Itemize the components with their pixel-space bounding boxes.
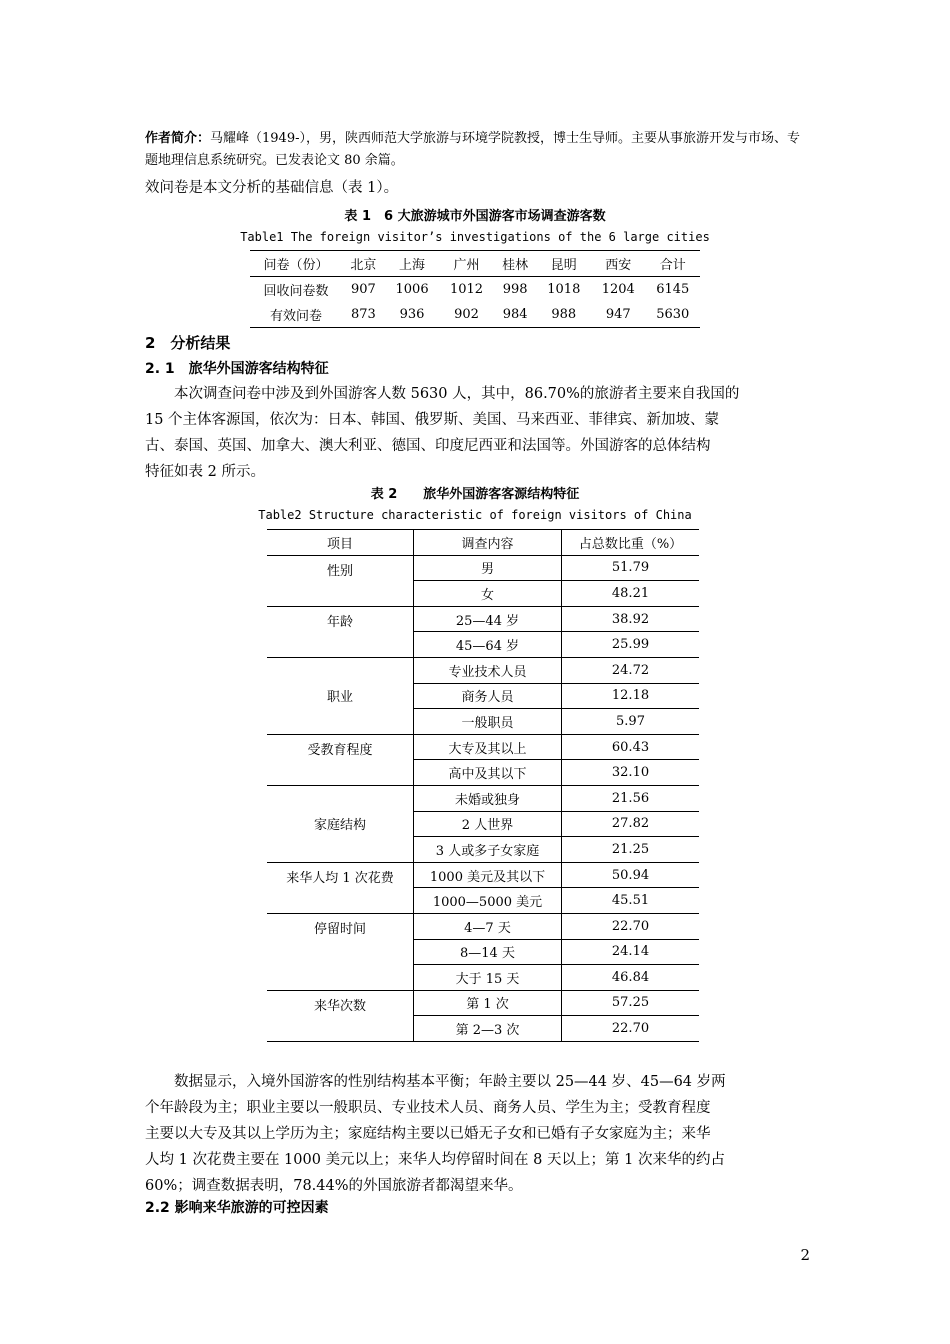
table2-caption: 表 2 旅华外国游客客源结构特征 (370, 487, 580, 502)
table2-cell: 高中及其以下 (414, 760, 562, 786)
table2-cell: 50.94 (562, 862, 700, 888)
table2-group-label: 受教育程度 (267, 734, 414, 785)
table1-header-cell: 问卷（份） (250, 251, 342, 277)
table1-row (250, 302, 700, 328)
paragraph-line: 主要以大专及其以上学历为主；家庭结构主要以已婚无子女和已婚有子女家庭为主；来华 (145, 1126, 711, 1142)
table1-cell: 902 (439, 302, 493, 328)
table1-cell: 1204 (601, 282, 635, 297)
table1-header-cell: 上海 (385, 251, 439, 277)
table2-cell: 32.10 (562, 760, 700, 786)
author-note-label: 作者简介： (145, 131, 211, 146)
table1-row (250, 277, 700, 303)
table2-cell: 25.99 (562, 632, 700, 658)
table1-cell: 873 (342, 302, 385, 328)
table2-cell: 57.25 (562, 990, 700, 1016)
table1-cell: 984 (494, 302, 537, 328)
table1-cell: 936 (385, 302, 439, 328)
table2-cell: 大专及其以上 (414, 734, 562, 760)
paragraph-line: 古、泰国、英国、加拿大、澳大利亚、德国、印度尼西亚和法国等。外国游客的总体结构 (145, 438, 711, 454)
table2-cell: 48.21 (562, 581, 700, 607)
table2-cell: 21.56 (562, 785, 700, 811)
paragraph-line: 本次调查问卷中涉及到外国游客人数 5630 人，其中，86.70%的旅游者主要来自我国的 (174, 386, 740, 402)
table1-caption: 表 1 6 大旅游城市外国游客市场调查游客数 (344, 209, 606, 224)
table1-header-cell: 北京 (342, 251, 385, 277)
table2-header-cell: 项目 (267, 530, 414, 556)
table2-cell: 22.70 (562, 1016, 700, 1042)
table2-cell: 男 (414, 555, 562, 581)
table1-caption-en: Table1 The foreign visitor’s investigations of the 6 large cities (240, 230, 710, 244)
table2 (267, 529, 699, 1042)
table2-cell: 38.92 (562, 606, 700, 632)
table2-group-label: 年龄 (267, 606, 414, 657)
table2-header-cell: 占总数比重（%） (562, 530, 700, 556)
author-note (145, 128, 810, 172)
table1-cell: 998 (502, 282, 528, 297)
table2-group-label: 家庭结构 (267, 785, 414, 862)
table1-cell: 回收问卷数 (263, 284, 329, 299)
table2-cell: 27.82 (562, 811, 700, 837)
table2-cell: 商务人员 (414, 683, 562, 709)
intro-line: 效问卷是本文分析的基础信息（表 1）。 (145, 180, 399, 196)
table1-header-cell: 昆明 (537, 251, 591, 277)
table1-cell: 988 (537, 302, 591, 328)
table-row (267, 862, 699, 888)
table-row (267, 657, 699, 683)
table2-group-label: 性别 (267, 555, 414, 606)
table-row (267, 734, 699, 760)
table1-cell: 5630 (646, 302, 701, 328)
paragraph-line: 15 个主体客源国，依次为：日本、韩国、俄罗斯、美国、马来西亚、菲律宾、新加坡、蒙 (145, 412, 720, 428)
table2-cell: 51.79 (562, 555, 700, 581)
table2-cell: 25—44 岁 (414, 606, 562, 632)
section-2-heading: 2 分析结果 (145, 334, 231, 352)
table2-header-cell: 调查内容 (414, 530, 562, 556)
table2-cell: 8—14 天 (414, 939, 562, 965)
paragraph-line: 60%；调查数据表明，78.44%的外国旅游者都渴望来华。 (145, 1178, 523, 1194)
table1-header-cell: 广州 (439, 251, 493, 277)
table2-cell: 女 (414, 581, 562, 607)
author-note-text: 马耀峰（1949-），男，陕西师范大学旅游与环境学院教授，博士生导师。主要从事旅游开发与市场、专题地理信息系统研究。已发表论文 80 余篇。 (145, 131, 800, 168)
table2-cell: 45.51 (562, 888, 700, 914)
table2-cell: 1000—5000 美元 (414, 888, 562, 914)
paragraph-line: 数据显示，入境外国游客的性别结构基本平衡；年龄主要以 25—44 岁、45—64 岁两 (174, 1074, 726, 1090)
table2-cell: 3 人或多子女家庭 (414, 837, 562, 863)
table2-group-label: 来华次数 (267, 990, 414, 1041)
table1-cell: 1018 (547, 282, 581, 297)
paragraph-1 (145, 381, 810, 485)
table1-cell: 6145 (656, 282, 690, 297)
paragraph-line: 人均 1 次花费主要在 1000 美元以上；来华人均停留时间在 8 天以上；第 1 次来华的约占 (145, 1152, 725, 1168)
table2-cell: 45—64 岁 (414, 632, 562, 658)
table2-cell: 专业技术人员 (414, 657, 562, 683)
table1-header-row (250, 251, 700, 277)
table2-cell: 一般职员 (414, 709, 562, 735)
table1 (250, 250, 700, 328)
table1-cell: 有效问卷 (250, 302, 342, 328)
table1-cell: 947 (591, 302, 645, 328)
table2-group-label: 职业 (267, 657, 414, 734)
table2-cell: 22.70 (562, 913, 700, 939)
paragraph-2 (145, 1069, 810, 1199)
section-2-2-heading: 2.2 影响来华旅游的可控因素 (145, 1200, 329, 1216)
table2-caption-en: Table2 Structure characteristic of foreign visitors of China (258, 508, 692, 522)
table2-cell: 5.97 (562, 709, 700, 735)
table2-cell: 1000 美元及其以下 (414, 862, 562, 888)
table-row (267, 913, 699, 939)
table1-cell: 1006 (395, 282, 429, 297)
page-number: 2 (800, 1246, 810, 1264)
table-row (267, 785, 699, 811)
paragraph-line: 个年龄段为主；职业主要以一般职员、专业技术人员、商务人员、学生为主；受教育程度 (145, 1100, 711, 1116)
table2-cell: 第 1 次 (414, 990, 562, 1016)
table-row (267, 990, 699, 1016)
table2-cell: 大于 15 天 (414, 965, 562, 991)
table1-cell: 1012 (449, 282, 484, 297)
table-row (267, 555, 699, 581)
table1-header-cell: 桂林 (494, 251, 537, 277)
table2-cell: 12.18 (562, 683, 700, 709)
table1-cell: 907 (350, 282, 376, 297)
table2-cell: 未婚或独身 (414, 785, 562, 811)
table2-cell: 21.25 (562, 837, 700, 863)
table2-cell: 2 人世界 (414, 811, 562, 837)
paragraph-line: 特征如表 2 所示。 (145, 464, 265, 480)
table2-cell: 24.14 (562, 939, 700, 965)
table2-cell: 24.72 (562, 657, 700, 683)
table2-cell: 4—7 天 (414, 913, 562, 939)
table-row (267, 606, 699, 632)
table2-cell: 第 2—3 次 (414, 1016, 562, 1042)
table1-header-cell: 西安 (591, 251, 645, 277)
table2-header-row (267, 530, 699, 556)
table1-header-cell: 合计 (646, 251, 701, 277)
table2-group-label: 来华人均 1 次花费 (267, 862, 414, 913)
table2-group-label: 停留时间 (267, 913, 414, 990)
table2-cell: 60.43 (562, 734, 700, 760)
table2-cell: 46.84 (562, 965, 700, 991)
section-2-1-heading: 2. 1 旅华外国游客结构特征 (145, 361, 329, 377)
